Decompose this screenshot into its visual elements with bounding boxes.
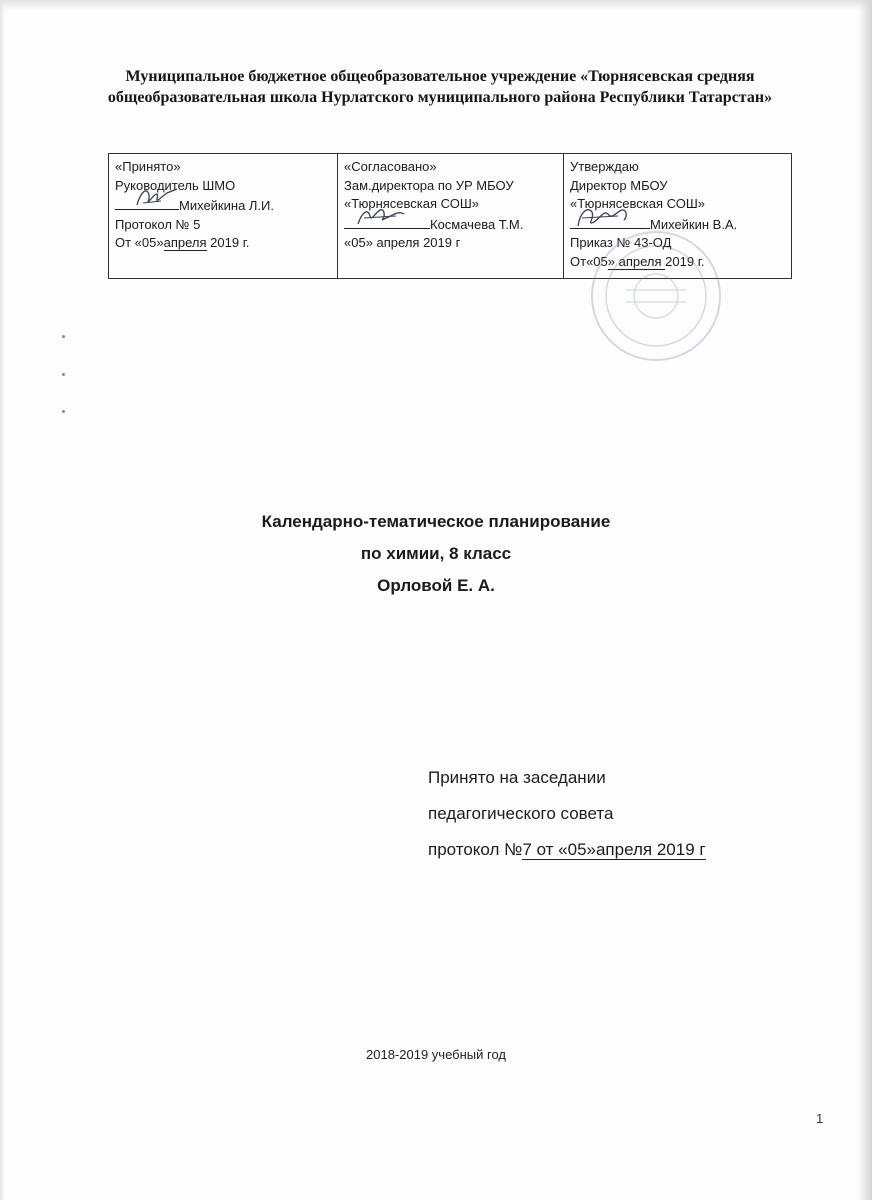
approved-date-underlined: » апреля (607, 253, 666, 269)
signature-blank (115, 195, 179, 210)
handwritten-signature-icon (115, 185, 179, 211)
accepted-signer: Михейкина Л.И. (179, 198, 275, 213)
title-line-1: Календарно-тематическое планирование (261, 512, 611, 531)
academic-year: 2018-2019 учебный год (366, 1047, 506, 1062)
accepted-cell (109, 154, 338, 279)
approved-cell (564, 154, 792, 279)
accepted-signature-line (115, 195, 331, 216)
council-protocol-underlined: 7 от «05»апреля 2019 г (522, 840, 706, 859)
accepted-date-month: апреля (163, 235, 207, 250)
approved-date-suffix: 2019 г. (665, 253, 705, 269)
approved-school: «Тюрнясевская СОШ» (570, 196, 706, 211)
council-line-1: Принято на заседании (428, 768, 606, 787)
accepted-date-suffix: 2019 г. (206, 235, 250, 250)
title-line-3: Орловой Е. А. (377, 576, 495, 595)
approved-order: Приказ № 43-ОД (570, 235, 672, 250)
approved-signature-line (570, 214, 785, 235)
page-number: 1 (816, 1111, 824, 1126)
council-protocol-prefix: протокол № (428, 840, 523, 859)
handwritten-signature-icon (344, 204, 430, 230)
agreed-cell (338, 154, 564, 279)
scan-speck (62, 335, 65, 338)
approved-date-prefix: От«05 (570, 253, 608, 269)
agreed-role: Зам.директора по УР МБОУ (344, 177, 514, 193)
council-line-3 (428, 832, 808, 868)
agreed-header: «Согласовано» (344, 159, 437, 174)
signature-blank (570, 214, 650, 229)
council-line-2: педагогического совета (428, 804, 614, 823)
approved-role: Директор МБОУ (570, 177, 668, 193)
approved-date (570, 253, 785, 272)
agreed-signature-line (344, 214, 557, 235)
accepted-date-prefix: От «05» (115, 235, 164, 250)
agreed-date: «05» апреля 2019 г (344, 235, 461, 250)
scan-edge-left (0, 0, 5, 1200)
document-title (120, 506, 752, 602)
institution-line-1: Муниципальное бюджетное общеобразовательное учреждение «Тюрнясевская средняя (125, 68, 755, 85)
approved-header: Утверждаю (570, 159, 639, 174)
institution-line-2: общеобразовательная школа Нурлатского муниципального района Республики Татарстан» (107, 89, 773, 106)
scan-edge-top (0, 0, 872, 10)
signature-blank (344, 214, 430, 229)
handwritten-signature-icon (570, 204, 650, 232)
institution-name (60, 66, 820, 108)
accepted-header: «Принято» (115, 159, 181, 174)
scan-speck (62, 373, 65, 376)
approved-signer: Михейкин В.А. (650, 216, 738, 232)
title-line-2: по химии, 8 класс (360, 544, 512, 563)
approval-table (108, 153, 792, 279)
scan-speck (62, 410, 65, 413)
council-approval (428, 760, 808, 868)
agreed-school: «Тюрнясевская СОШ» (344, 196, 480, 211)
scan-edge-right (858, 0, 872, 1200)
agreed-signer: Космачева Т.М. (430, 216, 524, 232)
accepted-protocol: Протокол № 5 (115, 216, 201, 232)
accepted-date (115, 234, 331, 253)
accepted-role: Руководитель ШМО (115, 177, 236, 193)
